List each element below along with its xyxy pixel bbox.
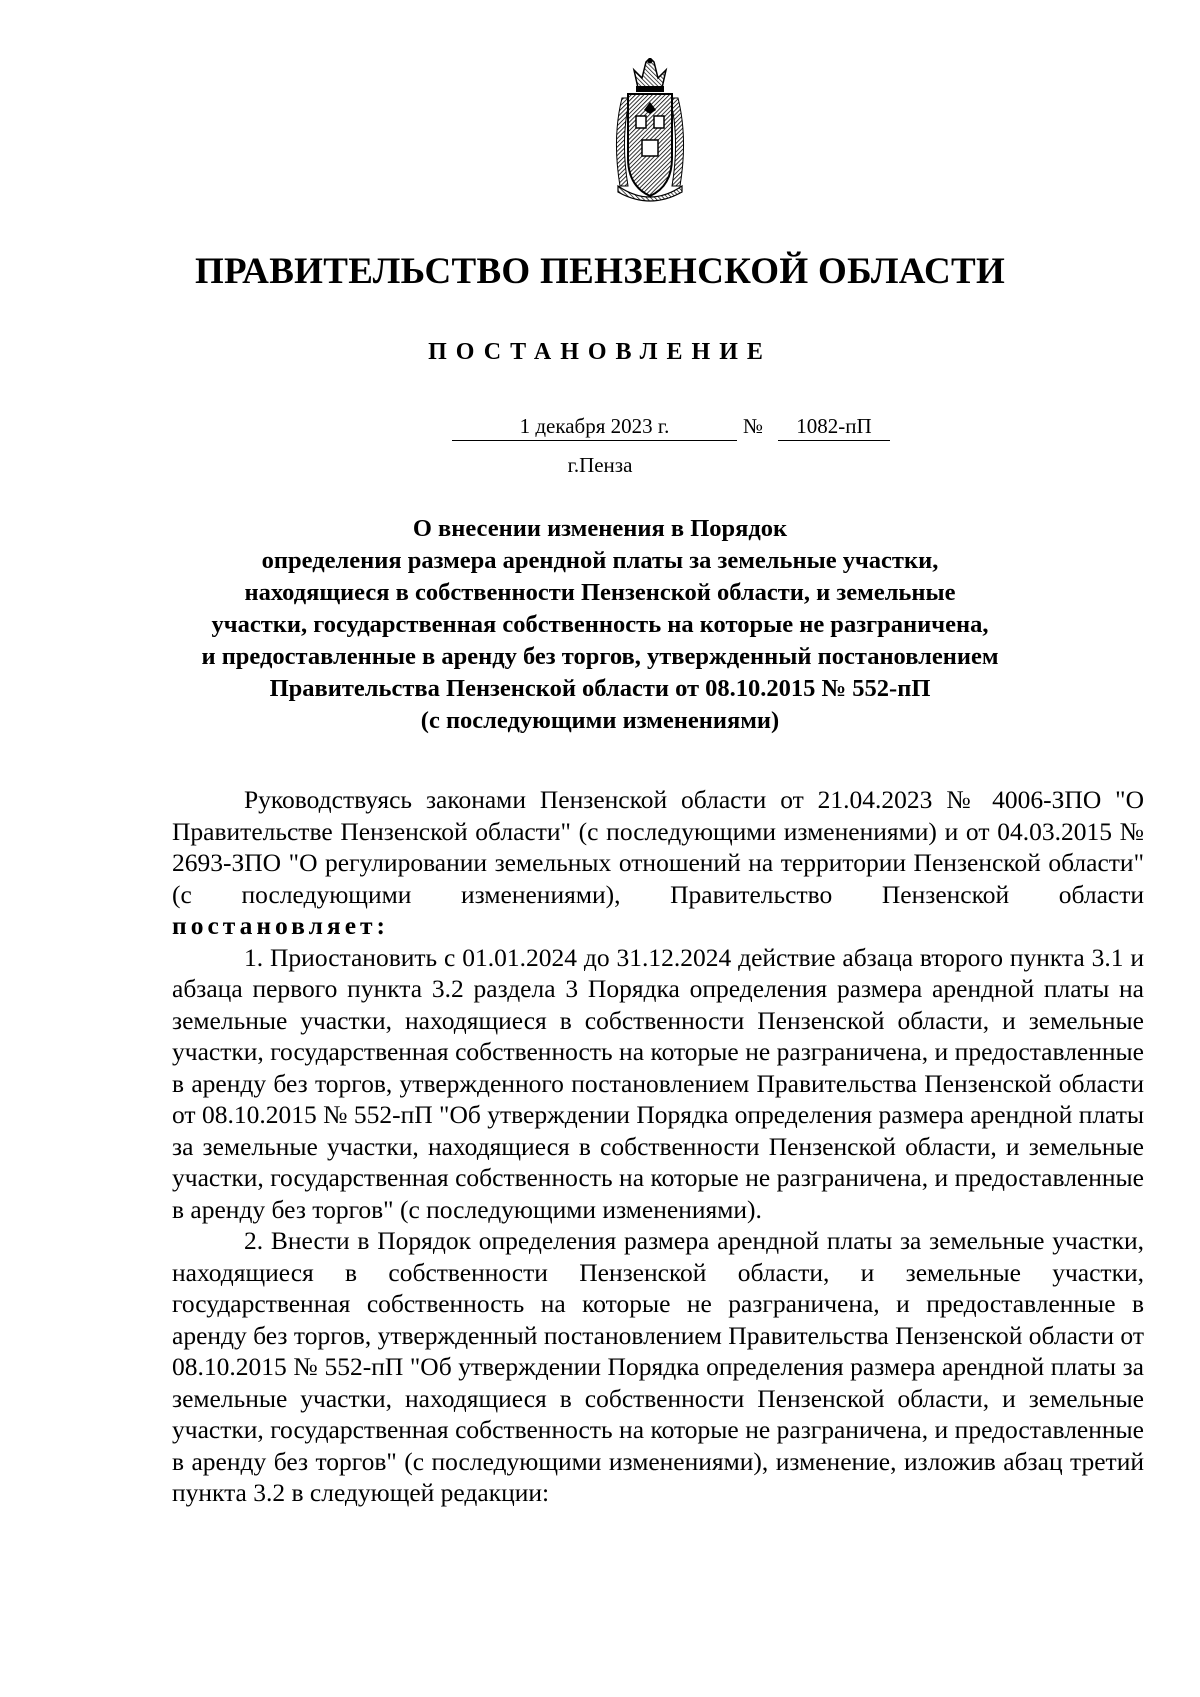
date-number-line [0, 412, 1200, 444]
preamble-text: Руководствуясь законами Пензенской области от 21.04.2023 № 4006-ЗПО "О Правительстве Пензенской области" (с последующими изменениями) и от 04.03.2015 № 2693-ЗПО "О регулировании земельных отношений на территории Пензенской области" (с последующими изменениями), Правительство Пензенской области [172, 785, 1144, 909]
heading-line: Правительства Пензенской области от 08.10.2015 № 552-пП [269, 675, 931, 702]
document-date: 1 декабря 2023 г. [452, 412, 737, 441]
city: г.Пенза [567, 453, 633, 477]
document-number: 1082-пП [778, 412, 890, 441]
heading-line: определения размера арендной платы за земельные участки, [261, 547, 939, 574]
document-heading [0, 513, 1200, 737]
item-1-paragraph: 1. Приостановить с 01.01.2024 до 31.12.2024 действие абзаца второго пункта 3.1 и абзаца первого пункта 3.2 раздела 3 Порядка определения размера арендной платы на земельные участки, находящиеся в собственности Пензенской области, и земельные участки, государственная собственность на которые не разграничена, и предоставленные в аренду без торгов, утвержденного постановлением Правительства Пензенской области от 08.10.2015 № 552-пП "Об утверждении Порядка определения размера арендной платы за земельные участки, находящиеся в собственности Пензенской области, и земельные участки, государственная собственность на которые не разграничена, и предоставленные в аренду без торгов" (с последующими изменениями). [172, 942, 1144, 1224]
number-sign: № [743, 414, 764, 438]
item-2-paragraph: 2. Внести в Порядок определения размера арендной платы за земельные участки, находящиеся в собственности Пензенской области, и земельные участки, государственная собственность на которые не разграничена, и предоставленные в аренду без торгов, утвержденный постановлением Правительства Пензенской области от 08.10.2015 № 552-пП "Об утверждении Порядка определения размера арендной платы за земельные участки, находящиеся в собственности Пензенской области, и земельные участки, государственная собственность на которые не разграничена, и предоставленные в аренду без торгов" (с последующими изменениями), изменение, изложив абзац третий пункта 3.2 в следующей редакции: [172, 1226, 1144, 1507]
resolves-word: постановляет: [172, 911, 390, 940]
heading-line: участки, государственная собственность на которые не разграничена, [211, 611, 989, 638]
coat-of-arms-emblem [608, 58, 692, 208]
heading-line: находящиеся в собственности Пензенской области, и земельные [244, 579, 956, 606]
preamble-paragraph [172, 784, 1144, 942]
heading-line: и предоставленные в аренду без торгов, утвержденный постановлением [201, 643, 999, 670]
government-title: ПРАВИТЕЛЬСТВО ПЕНЗЕНСКОЙ ОБЛАСТИ [194, 251, 1006, 292]
heading-line: О внесении изменения в Порядок [412, 515, 788, 542]
document-type: ПОСТАНОВЛЕНИЕ [428, 339, 772, 365]
document-body [172, 784, 1144, 1509]
heading-line: (с последующими изменениями) [420, 707, 780, 734]
